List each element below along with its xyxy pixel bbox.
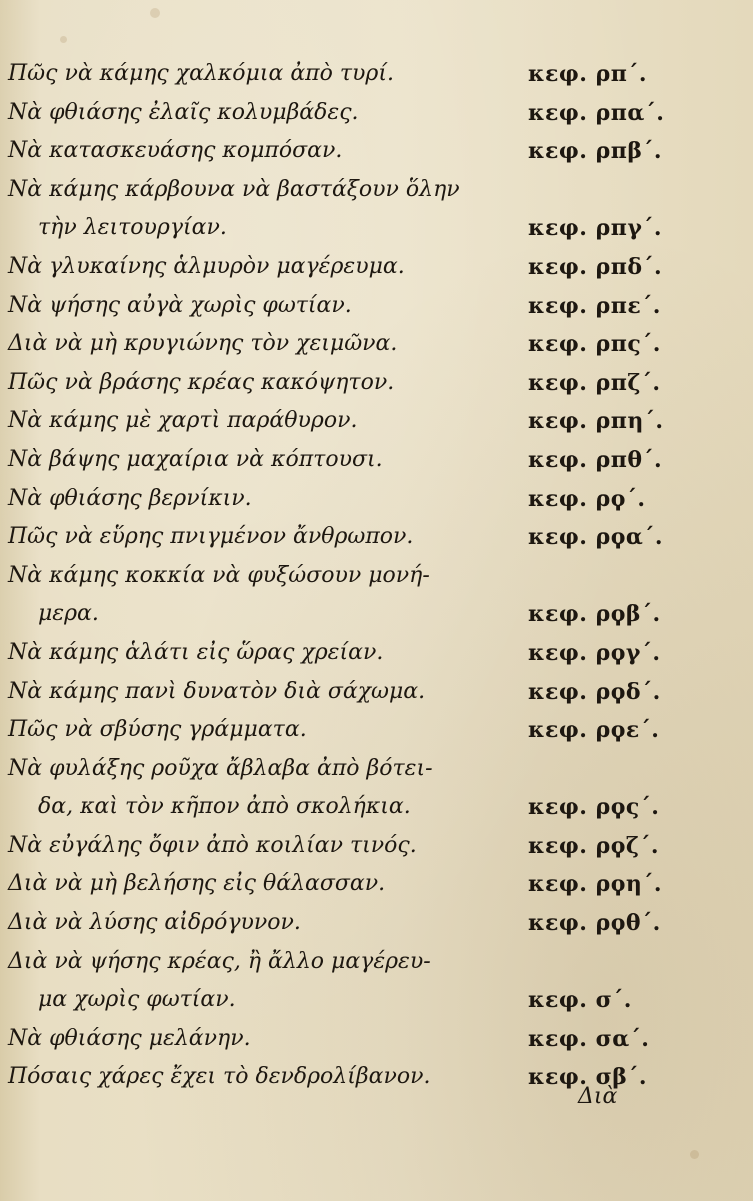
index-entry-continuation [8,788,668,827]
index-entry [8,557,668,596]
foxing-spot [150,8,160,18]
entry-title: μα χωρὶς φωτίαν. [38,987,236,1013]
entry-title: Νὰ γλυκαίνης ἁλμυρὸν μαγέρευμα. [8,253,405,279]
entry-title: Νὰ κατασκευάσης κομπόσαν. [8,138,343,164]
chapter-ref: κεφ. ρϙη΄. [528,871,663,898]
index-entry [8,441,668,480]
index-entry [8,943,668,982]
chapter-ref: κεφ. ρϙζ΄. [528,832,660,859]
entry-title: Νὰ φθιάσης μελάνην. [8,1025,251,1051]
index-entry [8,364,668,403]
chapter-ref: κεφ. ρϙε΄. [528,717,660,744]
chapter-ref: κεφ. ρπε΄. [528,292,661,319]
entry-title: Νὰ ψήσης αὐγὰ χωρὶς φωτίαν. [8,292,352,318]
entry-title: Πῶς νὰ σβύσης γράμματα. [8,717,307,743]
entry-title: τὴν λειτουργίαν. [38,215,227,241]
index-entry [8,750,668,789]
index-entry [8,865,668,904]
index-entry-continuation [8,595,668,634]
entry-title: Πῶς νὰ βράσης κρέας κακόψητον. [8,369,395,395]
catchword: Διὰ [578,1084,618,1109]
index-entry [8,480,668,519]
index-entry [8,171,668,210]
chapter-ref: κεφ. ρϙα΄. [528,524,663,551]
index-entry [8,1020,668,1059]
entry-title: Πόσαις χάρες ἔχει τὸ δενδρολίβανον. [8,1064,431,1090]
chapter-ref: κεφ. ρϙ΄. [528,485,646,512]
index-entry [8,711,668,750]
chapter-ref: κεφ. ρπβ΄. [528,138,663,165]
index-entry [8,904,668,943]
chapter-ref: κεφ. σα΄. [528,1025,650,1052]
entry-title: Νὰ κάμης πανὶ δυνατὸν διὰ σάχωμα. [8,678,426,704]
chapter-ref: κεφ. ρπη΄. [528,408,664,435]
chapter-ref: κεφ. ρπζ΄. [528,369,661,396]
index-entry [8,827,668,866]
chapter-ref: κεφ. ρπ΄. [528,61,647,87]
index-entry [8,518,668,557]
index-entry [8,325,668,364]
entry-title: Νὰ κάμης κοκκία νὰ φυξώσουν μονή- [8,562,430,588]
entry-title: Νὰ κάμης κάρβουνα νὰ βαστάξουν ὅλην [8,176,460,202]
entry-title: Νὰ φθιάσης ἐλαῖς κολυμβάδες. [8,99,359,125]
chapter-index [8,55,668,1097]
chapter-ref: κεφ. ρϙδ΄. [528,678,661,705]
chapter-ref: κεφ. σ΄. [528,987,632,1014]
index-entry [8,673,668,712]
entry-title: Νὰ φθιάσης βερνίκιν. [8,485,252,511]
entry-title: Διὰ νὰ λύσης αἰδρόγυνον. [8,910,301,936]
index-entry-continuation [8,209,668,248]
index-entry-continuation [8,981,668,1020]
index-entry [8,94,668,133]
foxing-spot [60,36,67,43]
entry-title: Νὰ εὐγάλης ὄφιν ἀπὸ κοιλίαν τινός. [8,832,417,858]
chapter-ref: κεφ. ρϙβ΄. [528,601,661,628]
entry-title: Πῶς νὰ εὕρης πνιγμένον ἄνθρωπον. [8,524,414,550]
chapter-ref: κεφ. ρϙγ΄. [528,639,661,666]
entry-title: Νὰ βάψης μαχαίρια νὰ κόπτουσι. [8,446,383,472]
index-entry [8,132,668,171]
chapter-ref: κεφ. ρϙς΄. [528,794,660,821]
index-entry [8,287,668,326]
chapter-ref: κεφ. ρπγ΄. [528,215,663,242]
foxing-spot [690,1150,699,1159]
chapter-ref: κεφ. ρπα΄. [528,99,665,126]
entry-title: Νὰ κάμης ἁλάτι εἰς ὥρας χρείαν. [8,639,384,665]
index-entry [8,248,668,287]
index-entry [8,1058,668,1097]
chapter-ref: κεφ. ρπθ΄. [528,446,663,473]
entry-title: Πῶς νὰ κάμης χαλκόμια ἀπὸ τυρί. [8,61,394,86]
index-entry [8,402,668,441]
chapter-ref: κεφ. ρπδ΄. [528,253,663,280]
entry-title: Νὰ φυλάξης ροῦχα ἄβλαβα ἀπὸ βότει- [8,755,433,781]
entry-title: δα, καὶ τὸν κῆπον ἀπὸ σκολήκια. [38,794,411,820]
entry-title: Διὰ νὰ μὴ βελήσης εἰς θάλασσαν. [8,871,386,897]
entry-title: Νὰ κάμης μὲ χαρτὶ παράθυρον. [8,408,358,434]
chapter-ref: κεφ. σβ΄. [528,1064,648,1091]
chapter-ref: κεφ. ρπς΄. [528,331,661,358]
index-entry [8,55,668,94]
index-entry [8,634,668,673]
entry-title: Διὰ νὰ μὴ κρυγιώνης τὸν χειμῶνα. [8,331,398,357]
chapter-ref: κεφ. ρϙθ΄. [528,910,661,937]
entry-title: μερα. [38,601,99,627]
entry-title: Διὰ νὰ ψήσης κρέας, ἢ ἄλλο μαγέρευ- [8,948,431,974]
